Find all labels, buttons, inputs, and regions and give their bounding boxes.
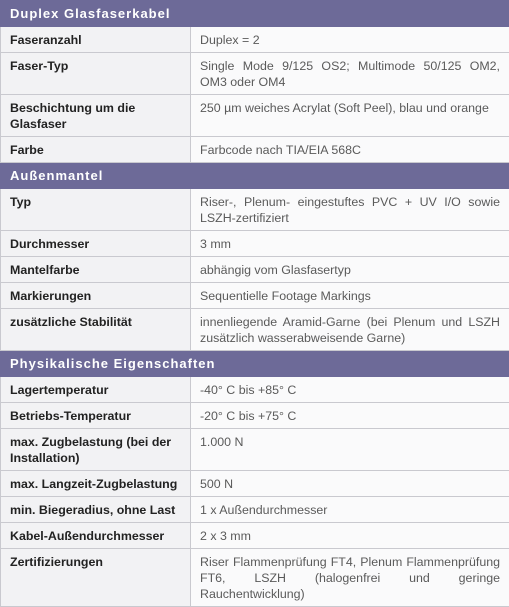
spec-value: 250 µm weiches Acrylat (Soft Peel), blau und orange <box>191 95 509 137</box>
spec-value: Riser Flammenprüfung FT4, Plenum Flammenprüfung FT6, LSZH (halogenfrei und geringe Rauchentwicklung) <box>191 549 509 607</box>
section-header <box>1 1 509 27</box>
spec-row <box>1 309 509 351</box>
spec-label: Typ <box>1 189 191 231</box>
spec-label: Faseranzahl <box>1 27 191 53</box>
spec-value: -40° C bis +85° C <box>191 377 509 403</box>
spec-row <box>1 523 509 549</box>
spec-row <box>1 429 509 471</box>
spec-row <box>1 549 509 607</box>
spec-label: Beschichtung um die Glasfaser <box>1 95 191 137</box>
spec-row <box>1 27 509 53</box>
spec-label: Markierungen <box>1 283 191 309</box>
spec-label: Faser-Typ <box>1 53 191 95</box>
spec-value: Farbcode nach TIA/EIA 568C <box>191 137 509 163</box>
spec-row <box>1 377 509 403</box>
spec-table-body <box>1 1 509 607</box>
section-title: Physikalische Eigenschaften <box>1 351 509 377</box>
spec-row <box>1 95 509 137</box>
spec-value: 2 x 3 mm <box>191 523 509 549</box>
section-header <box>1 163 509 189</box>
spec-label: min. Biegeradius, ohne Last <box>1 497 191 523</box>
spec-row <box>1 403 509 429</box>
spec-value: Riser-, Plenum- eingestuftes PVC + UV I/O sowie LSZH-zertifiziert <box>191 189 509 231</box>
spec-label: Lagertemperatur <box>1 377 191 403</box>
spec-value: 1.000 N <box>191 429 509 471</box>
spec-label: max. Langzeit-Zugbelastung <box>1 471 191 497</box>
spec-row <box>1 497 509 523</box>
spec-value: Sequentielle Footage Markings <box>191 283 509 309</box>
spec-value: 3 mm <box>191 231 509 257</box>
spec-row <box>1 283 509 309</box>
spec-label: Farbe <box>1 137 191 163</box>
spec-row <box>1 137 509 163</box>
spec-label: Durchmesser <box>1 231 191 257</box>
section-title: Außenmantel <box>1 163 509 189</box>
spec-row <box>1 231 509 257</box>
spec-value: abhängig vom Glasfasertyp <box>191 257 509 283</box>
spec-row <box>1 189 509 231</box>
section-title: Duplex Glasfaserkabel <box>1 1 509 27</box>
spec-value: 500 N <box>191 471 509 497</box>
spec-value: Duplex = 2 <box>191 27 509 53</box>
spec-label: max. Zugbelastung (bei der Installation) <box>1 429 191 471</box>
spec-value: 1 x Außendurchmesser <box>191 497 509 523</box>
spec-label: Mantelfarbe <box>1 257 191 283</box>
spec-row <box>1 257 509 283</box>
spec-label: zusätzliche Stabilität <box>1 309 191 351</box>
spec-value: Single Mode 9/125 OS2; Multimode 50/125 OM2, OM3 oder OM4 <box>191 53 509 95</box>
spec-label: Zertifizierungen <box>1 549 191 607</box>
spec-row <box>1 471 509 497</box>
spec-label: Kabel-Außendurchmesser <box>1 523 191 549</box>
spec-value: innenliegende Aramid-Garne (bei Plenum und LSZH zusätzlich wasserabweisende Garne) <box>191 309 509 351</box>
section-header <box>1 351 509 377</box>
spec-value: -20° C bis +75° C <box>191 403 509 429</box>
spec-label: Betriebs-Temperatur <box>1 403 191 429</box>
spec-row <box>1 53 509 95</box>
